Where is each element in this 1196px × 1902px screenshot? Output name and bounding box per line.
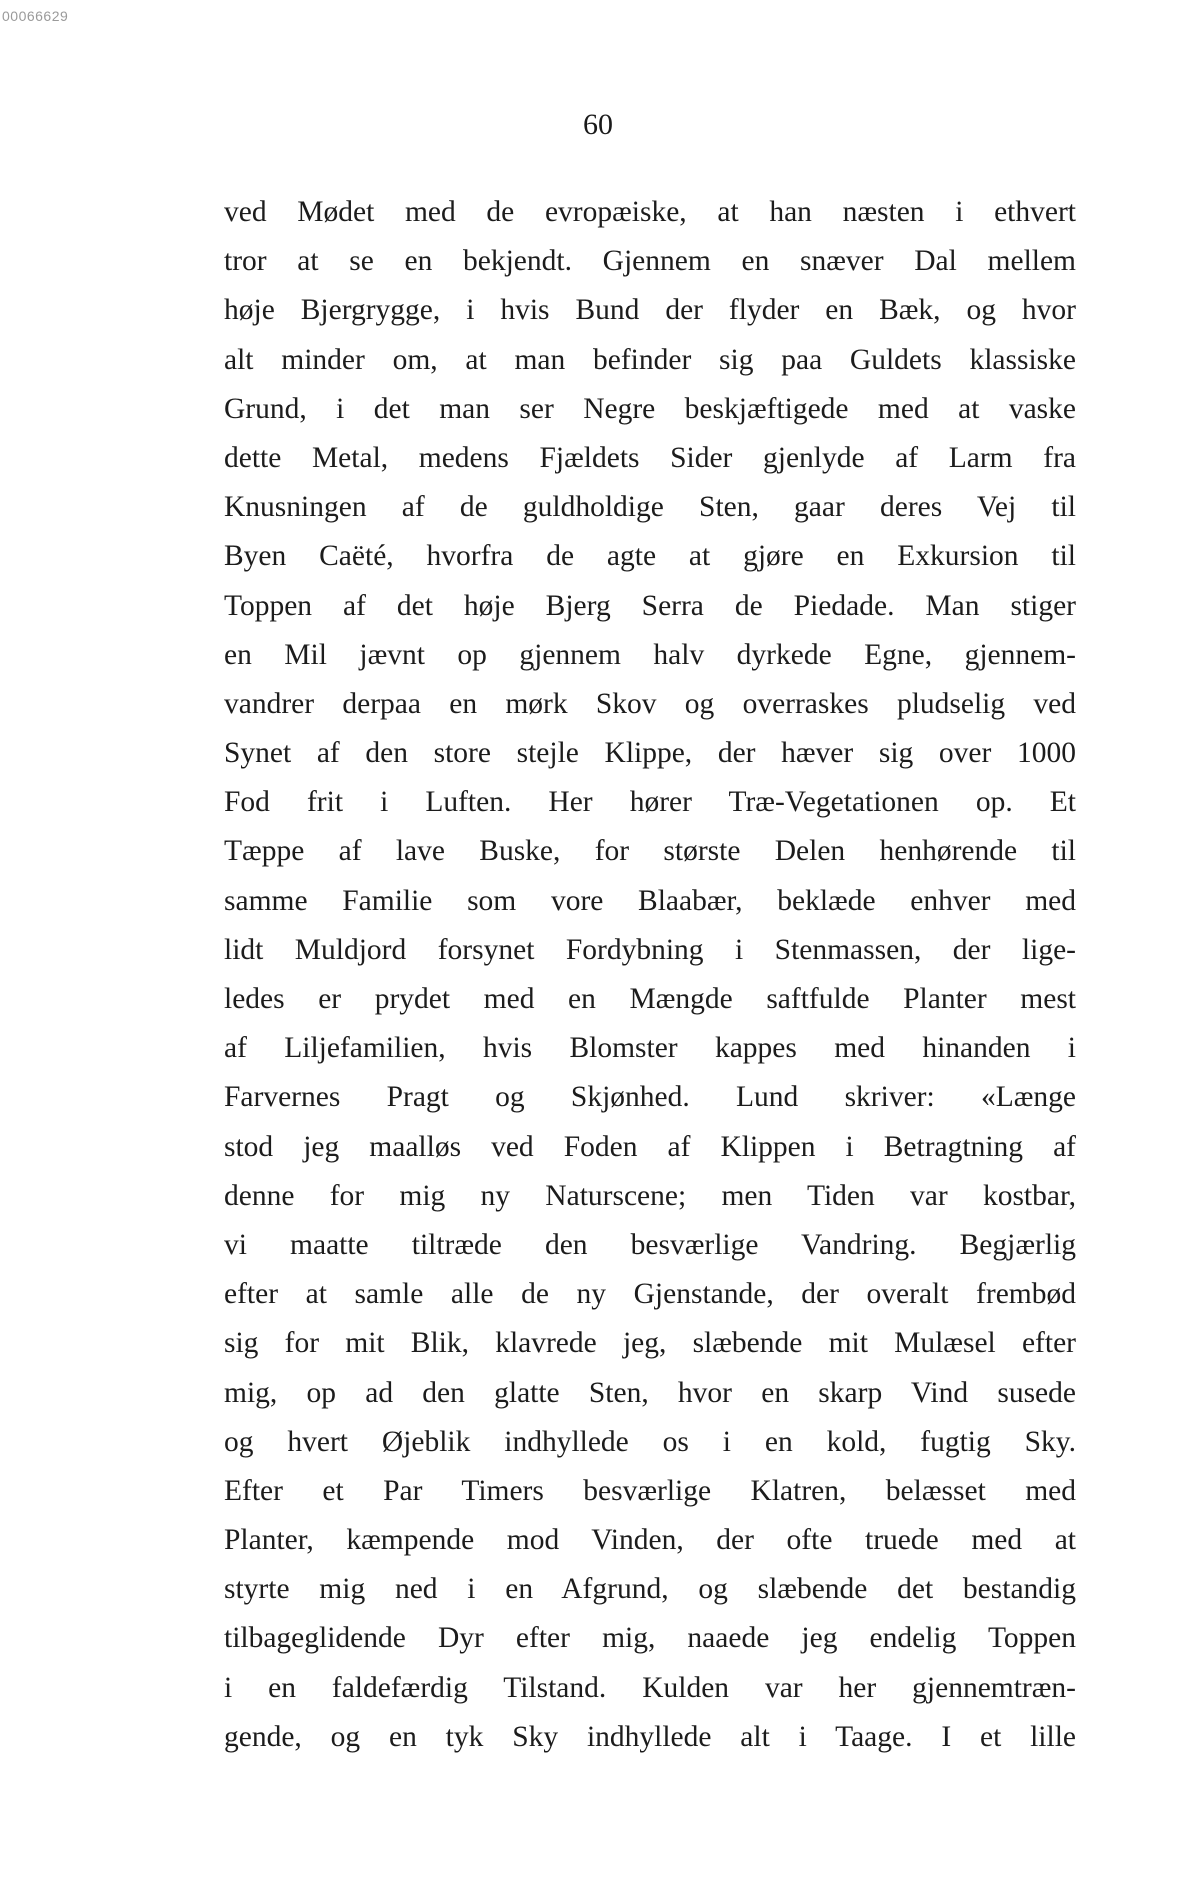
text-line: ved Mødet med de evropæiske, at han næsten i ethvert	[224, 196, 1076, 228]
text-line: Tæppe af lave Buske, for største Delen henhørende til	[224, 835, 1076, 868]
text-line: tilbageglidende Dyr efter mig, naaede jeg endelig Toppen	[224, 1622, 1076, 1655]
text-line: Fod frit i Luften. Her hører Træ-Vegetationen op. Et	[224, 786, 1076, 819]
text-line: tror at se en bekjendt. Gjennem en snæver Dal mellem	[224, 245, 1076, 278]
text-line: Planter, kæmpende mod Vinden, der ofte truede med at	[224, 1524, 1076, 1557]
text-line: høje Bjergrygge, i hvis Bund der flyder en Bæk, og hvor	[224, 294, 1076, 327]
text-line: styrte mig ned i en Afgrund, og slæbende det bestandig	[224, 1573, 1076, 1606]
text-line: stod jeg maalløs ved Foden af Klippen i Betragtning af	[224, 1130, 1076, 1163]
text-line: Synet af den store stejle Klippe, der hæver sig over 1000	[224, 737, 1076, 770]
body-text	[224, 188, 1076, 1762]
text-line: efter at samle alle de ny Gjenstande, der overalt frembød	[224, 1278, 1076, 1311]
text-line: Knusningen af de guldholdige Sten, gaar deres Vej til	[224, 491, 1076, 524]
text-line: af Liljefamilien, hvis Blomster kappes med hinanden i	[224, 1032, 1076, 1065]
text-line: en Mil jævnt op gjennem halv dyrkede Egne, gjennem-	[224, 638, 1076, 671]
text-line: dette Metal, medens Fjældets Sider gjenlyde af Larm fra	[224, 441, 1076, 474]
text-line: ledes er prydet med en Mængde saftfulde Planter mest	[224, 983, 1076, 1015]
text-line: lidt Muldjord forsynet Fordybning i Stenmassen, der lige-	[224, 933, 1076, 966]
page-number: 60	[583, 108, 613, 141]
text-line: mig, op ad den glatte Sten, hvor en skarp Vind susede	[224, 1376, 1076, 1409]
text-line: Byen Caëté, hvorfra de agte at gjøre en Exkursion til	[224, 540, 1076, 573]
text-line: Efter et Par Timers besværlige Klatren, belæsset med	[224, 1474, 1076, 1507]
text-line: vi maatte tiltræde den besværlige Vandring. Begjærlig	[224, 1228, 1076, 1261]
text-line: Grund, i det man ser Negre beskjæftigede med at vaske	[224, 392, 1076, 425]
text-line: Farvernes Pragt og Skjønhed. Lund skriver: «Længe	[224, 1081, 1076, 1114]
text-line: og hvert Øjeblik indhyllede os i en kold, fugtig Sky.	[224, 1425, 1076, 1458]
text-line: Toppen af det høje Bjerg Serra de Piedade. Man stiger	[224, 589, 1076, 622]
text-line: i en faldefærdig Tilstand. Kulden var her gjennemtræn-	[224, 1671, 1076, 1704]
text-line: sig for mit Blik, klavrede jeg, slæbende mit Mulæsel efter	[224, 1327, 1076, 1360]
text-line: samme Familie som vore Blaabær, beklæde enhver med	[224, 884, 1076, 917]
text-line: alt minder om, at man befinder sig paa Guldets klassiske	[224, 343, 1076, 376]
text-line: vandrer derpaa en mørk Skov og overraskes pludselig ved	[224, 687, 1076, 720]
text-line: gende, og en tyk Sky indhyllede alt i Taage. I et lille	[224, 1720, 1076, 1753]
text-line: denne for mig ny Naturscene; men Tiden var kostbar,	[224, 1179, 1076, 1212]
scan-id-label: 00066629	[2, 8, 69, 24]
